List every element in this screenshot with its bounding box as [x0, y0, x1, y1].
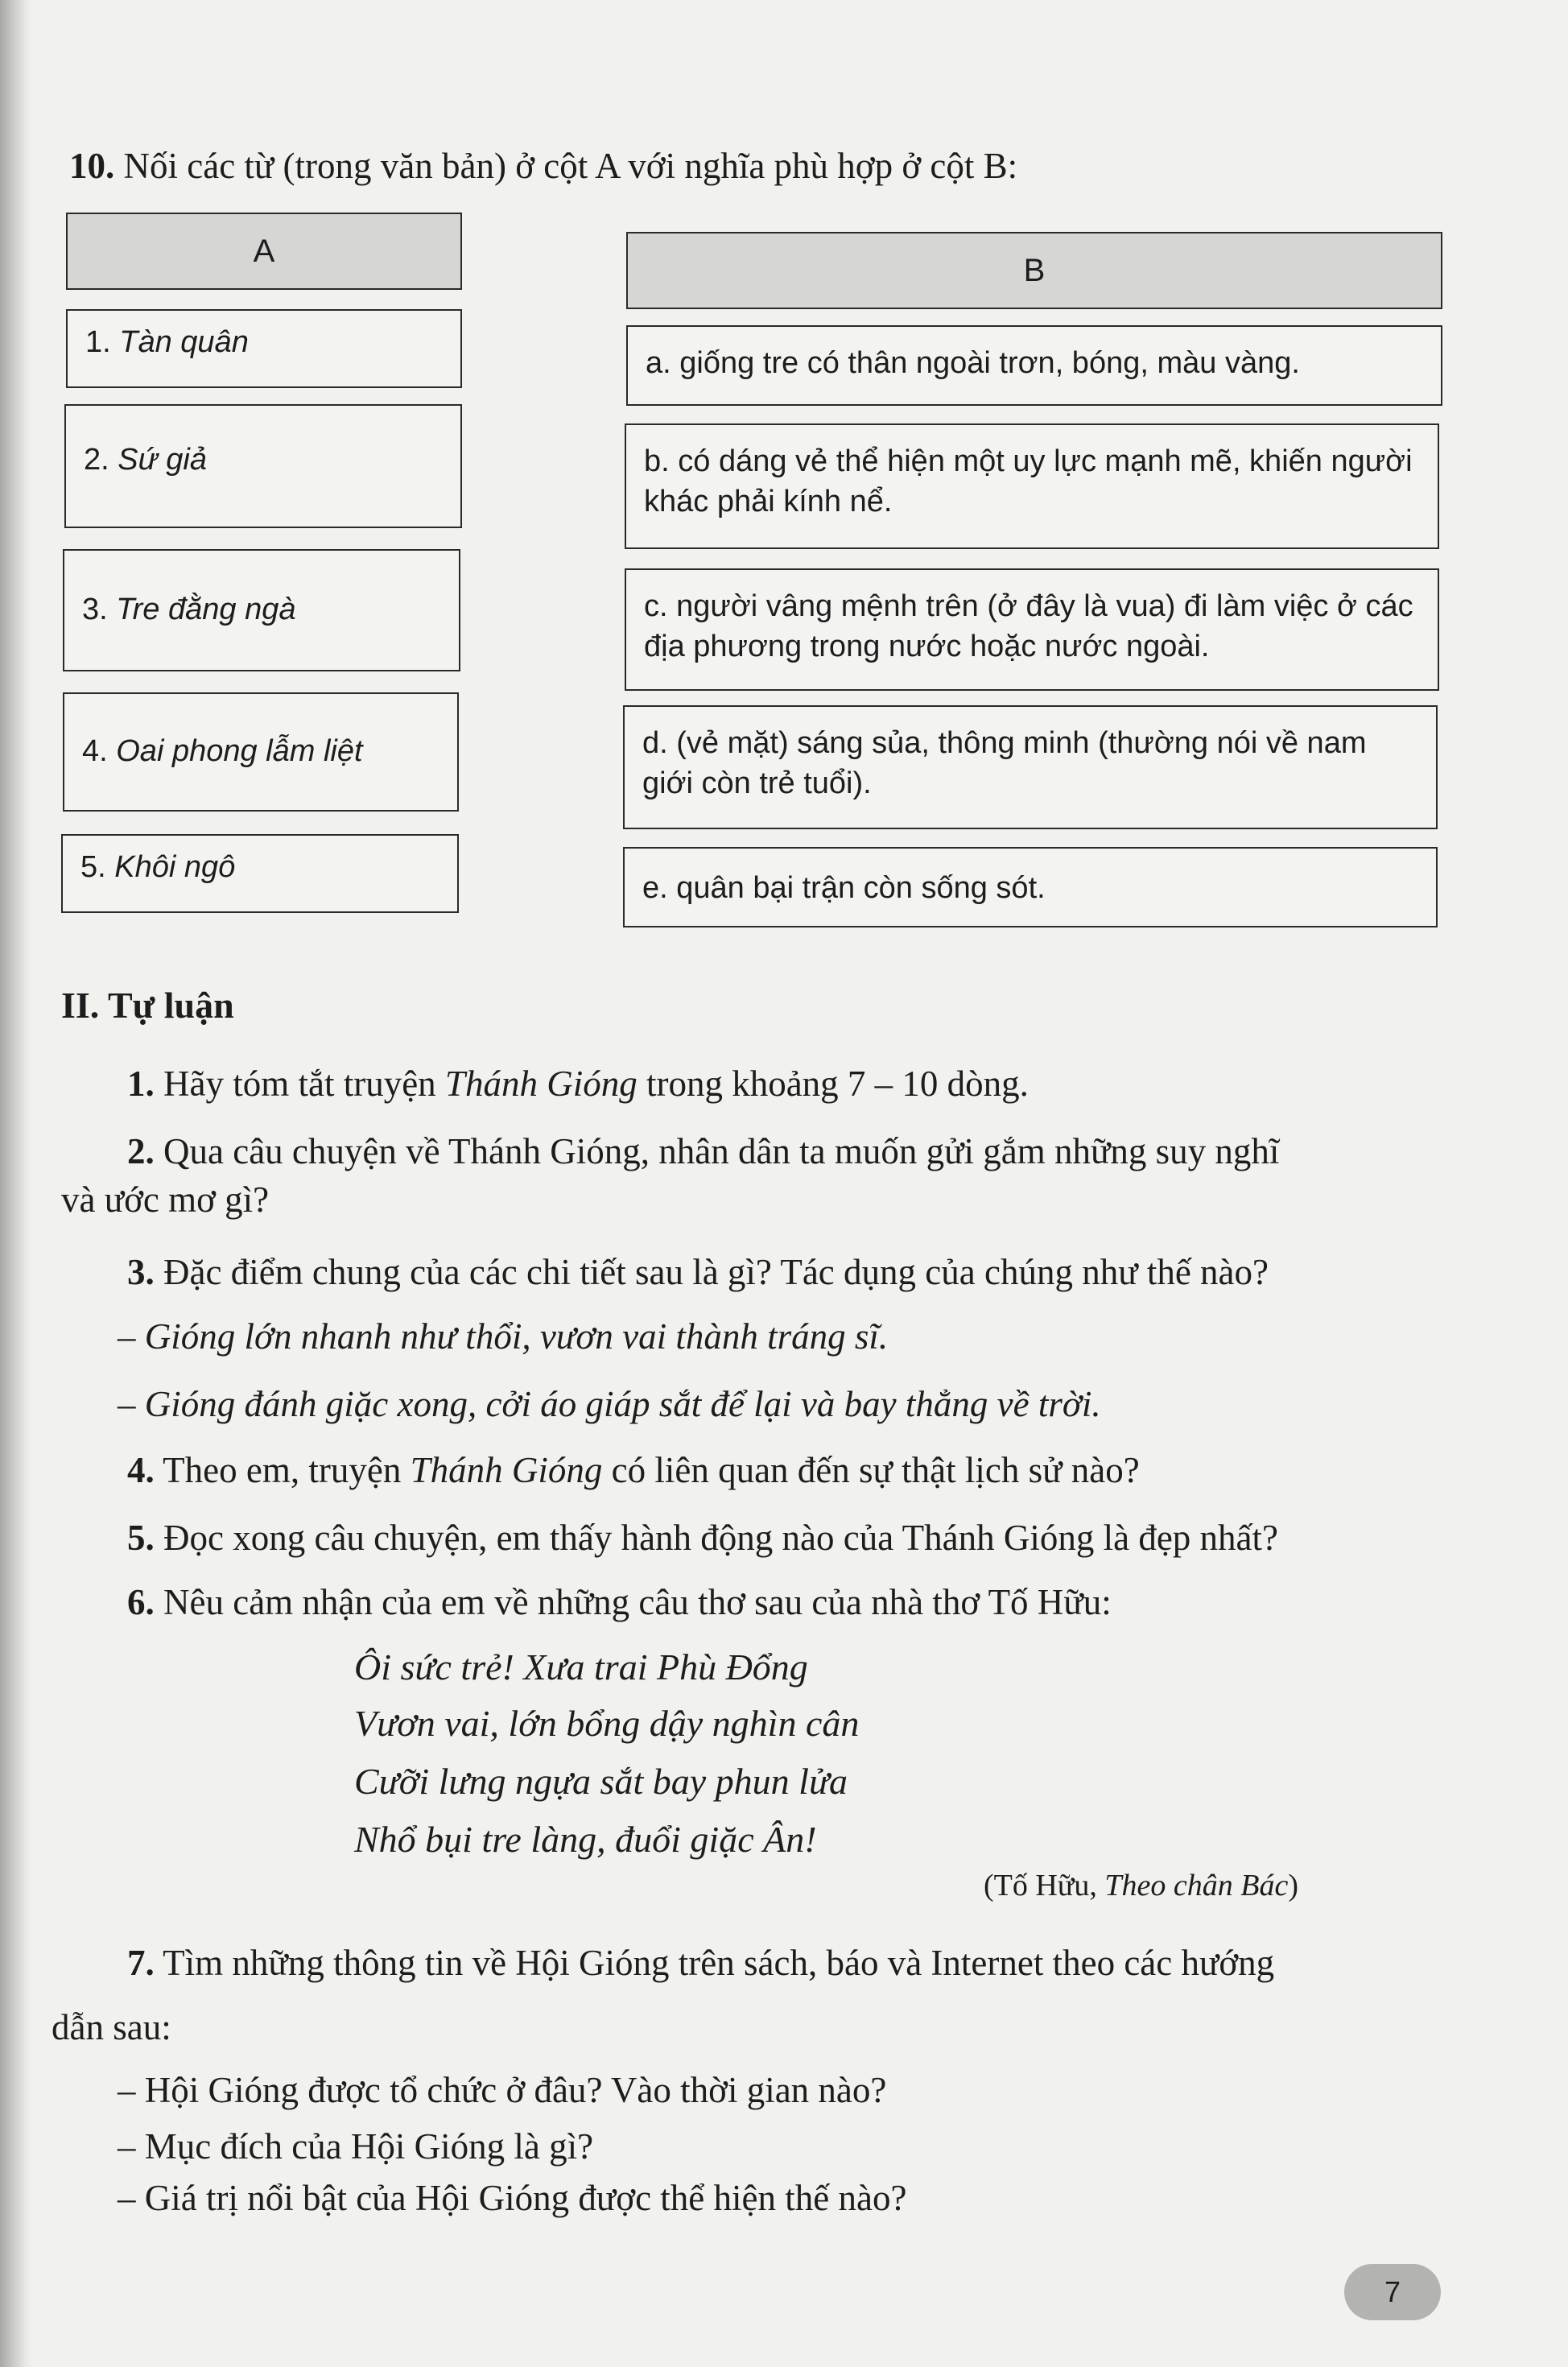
question-text: Nêu cảm nhận của em về những câu thơ sau của nhà thơ Tố Hữu: — [154, 1582, 1112, 1622]
question-text: Đọc xong câu chuyện, em thấy hành động nào của Thánh Gióng là đẹp nhất? — [154, 1518, 1279, 1558]
column-a-item-4[interactable] — [63, 692, 459, 812]
question-text-end: trong khoảng 7 – 10 dòng. — [637, 1064, 1029, 1104]
question-number: 2. — [127, 1131, 155, 1171]
item-text: Sứ giả — [118, 443, 207, 477]
poem-line-1: Ôi sức trẻ! Xưa trai Phù Đổng — [354, 1646, 808, 1687]
item-label: 3. — [82, 593, 117, 626]
question-text-end: có liên quan đến sự thật lịch sử nào? — [602, 1450, 1140, 1490]
question-7-bullet-2: – Mục đích của Hội Gióng là gì? — [118, 2126, 594, 2167]
question-number: 5. — [127, 1518, 155, 1558]
column-b-item-b[interactable]: b. có dáng vẻ thể hiện một uy lực mạnh mẽ, khiến người khác phải kính nể. — [625, 423, 1439, 549]
question-7-line-1 — [127, 1940, 1274, 1985]
question-2-line-2: và ước mơ gì? — [61, 1179, 270, 1220]
item-text: Tre đằng ngà — [116, 593, 296, 626]
citation-close: ) — [1288, 1869, 1299, 1902]
question-4 — [127, 1448, 1140, 1493]
question-7-bullet-3: – Giá trị nổi bật của Hội Gióng được thể hiện thế nào? — [118, 2178, 907, 2218]
story-title: Thánh Gióng — [444, 1064, 638, 1104]
column-a-item-5[interactable] — [61, 834, 459, 913]
question-number: 1. — [127, 1064, 155, 1104]
question-text: Qua câu chuyện về Thánh Gióng, nhân dân ta muốn gửi gắm những suy nghĩ — [154, 1131, 1280, 1171]
question-6 — [127, 1580, 1112, 1625]
column-a-header: A — [66, 213, 462, 290]
page-number: 7 — [1344, 2264, 1441, 2320]
citation-author: (Tố Hữu, — [984, 1869, 1105, 1902]
column-b-item-e[interactable]: e. quân bại trận còn sống sót. — [623, 847, 1438, 927]
question-10-title — [69, 143, 1017, 188]
poem-line-4: Nhổ bụi tre làng, đuổi giặc Ân! — [354, 1819, 817, 1860]
column-b-item-c[interactable]: c. người vâng mệnh trên (ở đây là vua) đi làm việc ở các địa phương trong nước hoặc nước ngoài. — [625, 568, 1439, 691]
question-3 — [127, 1250, 1269, 1295]
item-label: 2. — [84, 443, 118, 477]
section-title: II. Tự luận — [61, 985, 234, 1026]
question-5 — [127, 1515, 1278, 1560]
question-3-detail-2: – Gióng đánh giặc xong, cởi áo giáp sắt để lại và bay thẳng về trời. — [118, 1384, 1101, 1424]
column-b-item-d[interactable]: d. (vẻ mặt) sáng sủa, thông minh (thường nói về nam giới còn trẻ tuổi). — [623, 705, 1438, 829]
poem-line-2: Vươn vai, lớn bổng dậy nghìn cân — [354, 1703, 860, 1744]
item-label: 4. — [82, 734, 117, 768]
citation-work: Theo chân Bác — [1104, 1869, 1289, 1902]
question-7-line-2: dẫn sau: — [52, 2007, 171, 2047]
item-text: Khôi ngô — [114, 850, 236, 884]
column-b-header: B — [626, 232, 1442, 309]
question-1 — [127, 1061, 1029, 1106]
poem-line-3: Cưỡi lưng ngựa sắt bay phun lửa — [354, 1761, 848, 1802]
column-a-item-1[interactable] — [66, 309, 462, 388]
question-number: 4. — [127, 1450, 155, 1490]
question-text: Hãy tóm tắt truyện — [154, 1064, 445, 1104]
question-text: Theo em, truyện — [154, 1450, 411, 1490]
question-text: Đặc điểm chung của các chi tiết sau là gì? Tác dụng của chúng như thế nào? — [154, 1252, 1269, 1292]
question-text: Nối các từ (trong văn bản) ở cột A với nghĩa phù hợp ở cột B: — [123, 146, 1018, 186]
item-label: 1. — [85, 325, 120, 359]
item-text: Tàn quân — [119, 325, 249, 359]
page-edge-shadow — [0, 0, 32, 2367]
question-2-line-1 — [127, 1129, 1279, 1174]
question-number: 3. — [127, 1252, 155, 1292]
question-number: 6. — [127, 1582, 155, 1622]
column-a-item-3[interactable] — [63, 549, 460, 671]
poem-citation — [984, 1868, 1298, 1903]
question-3-detail-1: – Gióng lớn nhanh như thổi, vươn vai thành tráng sĩ. — [118, 1316, 889, 1357]
item-text: Oai phong lẫm liệt — [116, 734, 363, 768]
item-label: 5. — [80, 850, 115, 884]
column-a-item-2[interactable] — [64, 404, 462, 528]
question-text: Tìm những thông tin về Hội Gióng trên sách, báo và Internet theo các hướng — [154, 1943, 1275, 1983]
question-7-bullet-1: – Hội Gióng được tổ chức ở đâu? Vào thời gian nào? — [118, 2070, 887, 2110]
question-number: 10. — [69, 146, 115, 186]
question-number: 7. — [127, 1943, 155, 1983]
column-b-item-a[interactable]: a. giống tre có thân ngoài trơn, bóng, màu vàng. — [626, 325, 1442, 406]
story-title: Thánh Gióng — [410, 1450, 603, 1490]
